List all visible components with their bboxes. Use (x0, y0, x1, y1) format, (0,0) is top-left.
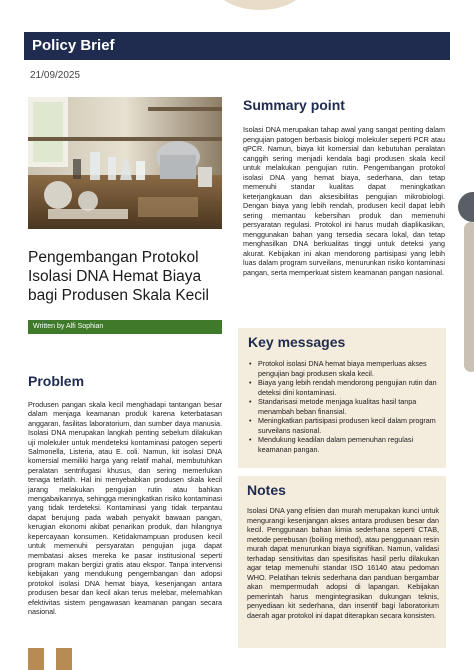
decorative-block-bottom (28, 648, 44, 670)
author-name: Written by Alfi Sophian (33, 323, 104, 330)
notes-box (238, 476, 446, 648)
author-bar (28, 320, 222, 334)
publication-date: 21/09/2025 (30, 70, 81, 81)
lab-photo-illustration (28, 97, 222, 229)
lab-photo (28, 97, 222, 229)
key-message-item: • Biaya yang lebih rendah mendorong pengujian rutin dan deteksi dini kontaminasi. (248, 378, 440, 397)
summary-heading: Summary point (243, 97, 345, 113)
page-header-title: Policy Brief (32, 37, 115, 54)
page-header (24, 32, 450, 60)
key-message-item: • Mendukung keadilan dalam pemenuhan regulasi keamanan pangan. (248, 435, 440, 454)
brief-title: Pengembangan Protokol Isolasi DNA Hemat Biaya bagi Produsen Skala Kecil (28, 249, 209, 304)
key-messages-list (248, 359, 440, 454)
problem-text: Produsen pangan skala kecil menghadapi tantangan besar dalam menjaga keamanan produk karena keterbatasan anggaran, fasilitas laboratorium, dan sumber daya manusia. Isolasi DNA merupakan langkah penting sebelum dilakukan uji molekuler untuk mendeteksi kontaminasi patogen seperti Salmonella, Listeria, atau E. coli. Namun, kit isolasi DNA komersial memiliki harga yang relatif mahal, membutuhkan peralatan sentrifugasi khusus, dan sering memerlukan tenaga terlatih. Hal ini menyebabkan produsen skala kecil jarang melakukan pengujian rutin atau bahkan mengabaikannya, sehingga meningkatkan risiko kontaminasi yang tidak terdeteksi. Kontaminasi yang tidak terpantau dapat berujung pada wabah penyakit bawaan pangan, kerugian ekonomi akibat penarikan produk, dan hilangnya kepercayaan konsumen. Ketidakmampuan produsen kecil untuk memenuhi persyaratan pengujian juga dapat membatasi akses mereka ke pasar institusional seperti program makan bergizi gratis atau ekspor. Tanpa intervensi kebijakan yang mendukung pengembangan dan adopsi protokol isolasi DNA hemat biaya, kesenjangan antara produsen besar dan kecil akan terus melebar, melemahkan efektivitas sistem pengawasan keamanan pangan secara nasional. (28, 400, 222, 616)
problem-heading: Problem (28, 373, 85, 389)
decorative-circle-top (215, 0, 305, 10)
key-messages-box (238, 328, 446, 468)
decorative-circle-right (458, 192, 474, 222)
key-message-item: • Standarisasi metode menjaga kualitas hasil tanpa menambah beban finansial. (248, 397, 440, 416)
key-message-item: • Meningkatkan partisipasi produsen kecil dalam program surveilans nasional. (248, 416, 440, 435)
summary-text: Isolasi DNA merupakan tahap awal yang sangat penting dalam pengujian patogen berbasis biologi molekuler seperti PCR atau qPCR. Namun, biaya kit komersial dan kebutuhan peralatan canggih sering menjadi kendala bagi produsen skala kecil untuk melakukan pengujian rutin. Pengembangan protokol isolasi DNA yang hemat biaya, sederhana, dan tetap memenuhi standar kualitas dapat meningkatkan keterjangkauan dan aksesibilitas pengujian mikrobiologi. Dengan biaya yang lebih rendah, produsen kecil dapat lebih sering memantau kebersihan produk dan memenuhi persyaratan regulasi. Protokol ini harus mudah diaplikasikan, menggunakan bahan yang tersedia secara lokal, dan tetap menghasilkan DNA berkualitas tinggi untuk deteksi yang akurat. Kebijakan ini akan mendorong partisipasi yang lebih luas dalam program surveilans, menurunkan risiko kontaminasi pangan, serta memperkuat sistem keamanan pangan nasional. (243, 125, 445, 277)
decorative-bar-right (464, 222, 474, 372)
notes-heading: Notes (247, 482, 286, 498)
decorative-block-bottom (56, 648, 72, 670)
key-messages-heading: Key messages (248, 334, 346, 350)
notes-text: Isolasi DNA yang efisien dan murah merupakan kunci untuk mengurangi kesenjangan akses antara produsen besar dan kecil. Penggunaan bahan kimia sederhana seperti CTAB, metode perebusan (boiling method), atau penggunaan resin murah dapat menurunkan biaya signifikan. Namun, validasi terhadap sensitivitas dan spesifisitas hasil perlu dilakukan agar tetap memenuhi standar ISO 16140 atau pedoman WHO. Pelatihan teknis sederhana dan panduan bergambar akan mempermudah adopsi di lapangan. Kebijakan pemerintah harus mengintegrasikan dukungan teknis, penyediaan kit sederhana, dan insentif bagi laboratorium daerah agar protokol ini dapat diterapkan secara konsisten. (247, 506, 439, 620)
key-message-item: • Protokol isolasi DNA hemat biaya memperluas akses pengujian bagi produsen skala kecil. (248, 359, 440, 378)
